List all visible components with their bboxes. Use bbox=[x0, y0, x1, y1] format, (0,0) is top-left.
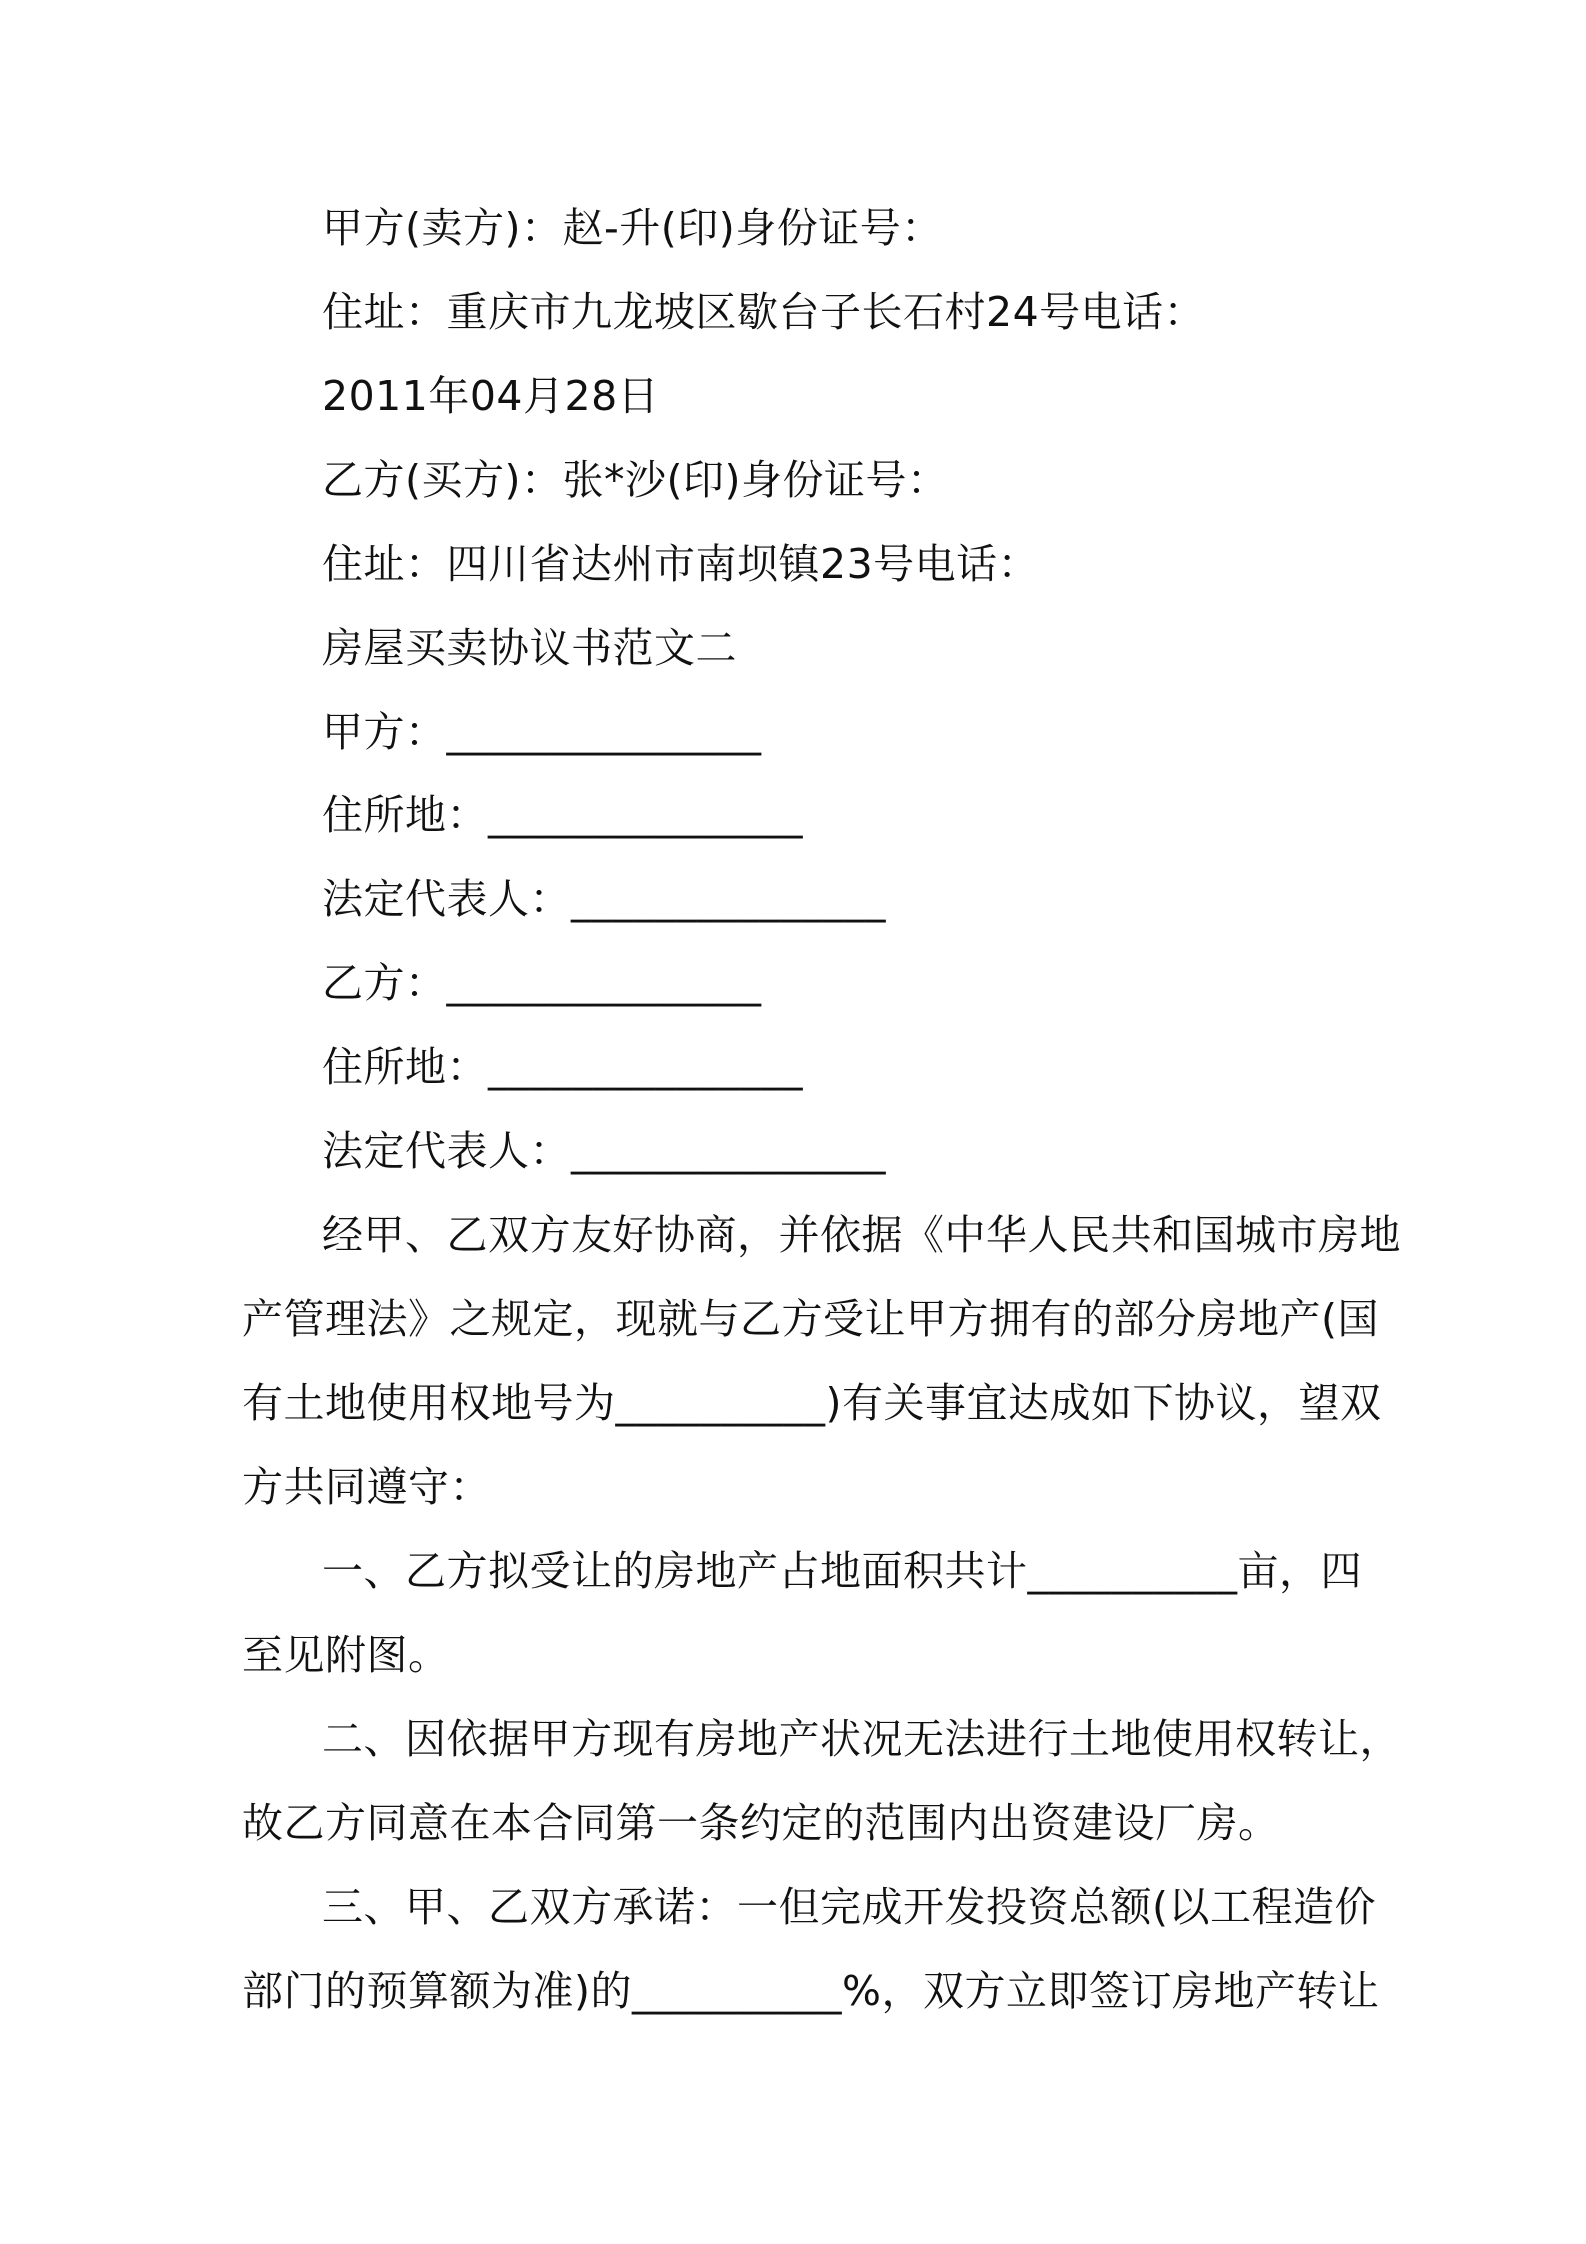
clause-1-line-2: 至见附图。 bbox=[242, 1631, 450, 1679]
party-a-field: 甲方：_______________ bbox=[322, 708, 762, 756]
section-title: 房屋买卖协议书范文二 bbox=[322, 624, 737, 672]
party-b-domicile-field: 住所地：_______________ bbox=[322, 1043, 803, 1091]
date-line: 2011年04月28日 bbox=[322, 372, 660, 420]
clause-2-line-2: 故乙方同意在本合同第一条约定的范围内出资建设厂房。 bbox=[242, 1799, 1280, 1847]
clause-1-line-1: 一、乙方拟受让的房地产占地面积共计__________亩，四 bbox=[322, 1547, 1362, 1595]
preamble-line-3: 有土地使用权地号为__________)有关事宜达成如下协议，望双 bbox=[242, 1379, 1382, 1427]
party-a-representative-field: 法定代表人：_______________ bbox=[322, 875, 886, 923]
clause-3-line-2: 部门的预算额为准)的__________%，双方立即签订房地产转让 bbox=[242, 1967, 1380, 2015]
party-b-field: 乙方：_______________ bbox=[322, 959, 762, 1007]
preamble-line-1: 经甲、乙双方友好协商，并依据《中华人民共和国城市房地 bbox=[322, 1211, 1401, 1259]
party-b-representative-field: 法定代表人：_______________ bbox=[322, 1127, 886, 1175]
clause-2-line-1: 二、因依据甲方现有房地产状况无法进行土地使用权转让， bbox=[322, 1715, 1401, 1763]
seller-address-line: 住址：重庆市九龙坡区歇台子长石村24号电话： bbox=[322, 288, 1206, 336]
clause-3-line-1: 三、甲、乙双方承诺：一但完成开发投资总额(以工程造价 bbox=[322, 1883, 1376, 1931]
preamble-line-4: 方共同遵守： bbox=[242, 1463, 491, 1511]
party-a-domicile-field: 住所地：_______________ bbox=[322, 791, 803, 839]
buyer-address-line: 住址：四川省达州市南坝镇23号电话： bbox=[322, 540, 1040, 588]
seller-party-line: 甲方(卖方)：赵-升(印)身份证号： bbox=[322, 204, 943, 252]
preamble-line-2: 产管理法》之规定，现就与乙方受让甲方拥有的部分房地产(国 bbox=[242, 1295, 1379, 1343]
buyer-party-line: 乙方(买方)：张*沙(印)身份证号： bbox=[322, 456, 949, 504]
